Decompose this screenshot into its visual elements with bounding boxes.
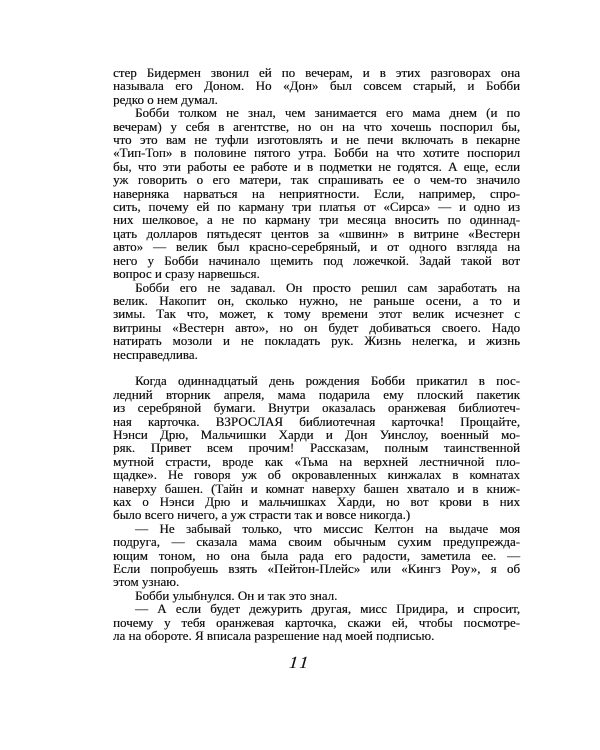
text-line: уж говорить о его матери, так спрашивать ее о чем-то значило bbox=[113, 172, 520, 188]
text-line: редко о нем думал. bbox=[113, 91, 218, 107]
text-line: витрины «Вестерн авто», но он будет добиваться своего. Надо bbox=[113, 319, 520, 335]
text-line: бы, что эти работы ее работе и в подметки не годятся. А еще, если bbox=[113, 158, 520, 174]
text-line: этом узнаю. bbox=[113, 574, 180, 590]
text-line: Если попробуешь взять «Пейтон-Плейс» или «Кингз Роу», я об bbox=[113, 561, 520, 577]
text-line: зимы. Так что, может, к тому времени этот велик исчезнет с bbox=[113, 306, 520, 322]
text-line: ках о Нэнси Дрю и мальчишках Харди, но вот крови в них bbox=[113, 493, 520, 509]
text-line: несправедлива. bbox=[113, 346, 198, 362]
paragraph bbox=[113, 589, 520, 602]
paragraph bbox=[113, 602, 520, 642]
text-line: него у Бобби начинало щемить под ложечкой. Задай такой вот bbox=[113, 252, 520, 268]
text-line: велик. Накопит он, сколько нужно, не раньше осени, а то и bbox=[113, 292, 520, 308]
text-line: подруга, — сказала мама своим обычным сухим предупрежда- bbox=[113, 534, 520, 550]
text-line: вопрос и сразу нарвешься. bbox=[113, 266, 260, 282]
text-line: авто» — велик был красно-серебряный, и от одного взгляда на bbox=[113, 239, 520, 255]
text-line: называла его Доном. Но «Дон» был совсем старый, и Бобби bbox=[113, 78, 520, 94]
text-line: почему у тебя оранжевая карточка, скажи ей, чтобы посмотре- bbox=[113, 614, 520, 630]
text-line: что это вам не туфли изготовлять и не печи включать в пекарне bbox=[113, 132, 520, 148]
text-line: вечерам) у себя в агентстве, но он на что хочешь поспорил бы, bbox=[113, 118, 520, 134]
text-line: наверняка нарваться на неприятности. Если, например, спро- bbox=[113, 185, 520, 201]
text-line: Нэнси Дрю, Мальчишки Харди и Дон Уинслоу, военный мо- bbox=[113, 426, 520, 442]
text-line: ряк. Привет всем прочим! Рассказам, полным таинственной bbox=[113, 440, 520, 456]
text-line: Бобби толком не знал, чем занимается его мама днем (и по bbox=[135, 105, 520, 121]
text-line: было всего ничего, а уж страсти так и вовсе никогда.) bbox=[113, 507, 411, 523]
paragraph bbox=[113, 106, 520, 280]
paragraph bbox=[113, 374, 520, 521]
text-line: наверху башен. (Тайн и комнат наверху башен хватало и в книж- bbox=[113, 480, 520, 496]
page-number: 11 bbox=[288, 653, 312, 672]
text-line: Бобби улыбнулся. Он и так это знал. bbox=[135, 587, 338, 603]
text-line: Когда одиннадцатый день рождения Бобби прикатил в пос- bbox=[135, 373, 520, 389]
paragraph bbox=[113, 281, 520, 361]
text-line: ющим тоном, но она была рада его радости, заметила ее. — bbox=[113, 547, 520, 563]
text-line: Бобби его не задавал. Он просто решил сам заработать на bbox=[135, 279, 520, 295]
text-line: цать долларов пятьдесят центов за «швинн» в витрине «Вестерн bbox=[113, 225, 520, 241]
text-line: — А если будет дежурить другая, мисс Придира, и спросит, bbox=[135, 601, 520, 617]
text-line: стер Бидермен звонил ей по вечерам, и в этих разговорах она bbox=[113, 65, 520, 80]
text-line: — Не забывай только, что миссис Келтон на выдаче моя bbox=[135, 520, 520, 536]
text-block bbox=[113, 66, 520, 642]
paragraph bbox=[113, 66, 520, 106]
text-line: щадке». Не говоря уж об окровавленных кинжалах в комнатах bbox=[113, 467, 520, 483]
text-line: них шелковое, а не по карману три месяца вносить по одиннад- bbox=[113, 212, 520, 228]
text-line: ла на обороте. Я вписала разрешение над моей подписью. bbox=[113, 628, 435, 644]
text-line: мутной страсти, вроде как «Тьма на верхней лестничной пло- bbox=[113, 453, 520, 469]
text-line: ная карточка. ВЗРОСЛАЯ библиотечная карточка! Прощайте, bbox=[113, 413, 520, 429]
text-line: из серебряной бумаги. Внутри оказалась оранжевая библиотеч- bbox=[113, 400, 520, 416]
text-line: сить, почему ей по карману три платья от «Сирса» — и одно из bbox=[113, 199, 520, 215]
paragraph bbox=[113, 522, 520, 589]
text-line: натирать мозоли и не покладать рук. Жизнь нелегка, и жизнь bbox=[113, 333, 520, 349]
text-line: «Тип-Топ» в половине пятого утра. Бобби на что хотите поспорил bbox=[113, 145, 520, 161]
text-line: ледний вторник апреля, мама подарила ему плоский пакетик bbox=[113, 386, 520, 402]
